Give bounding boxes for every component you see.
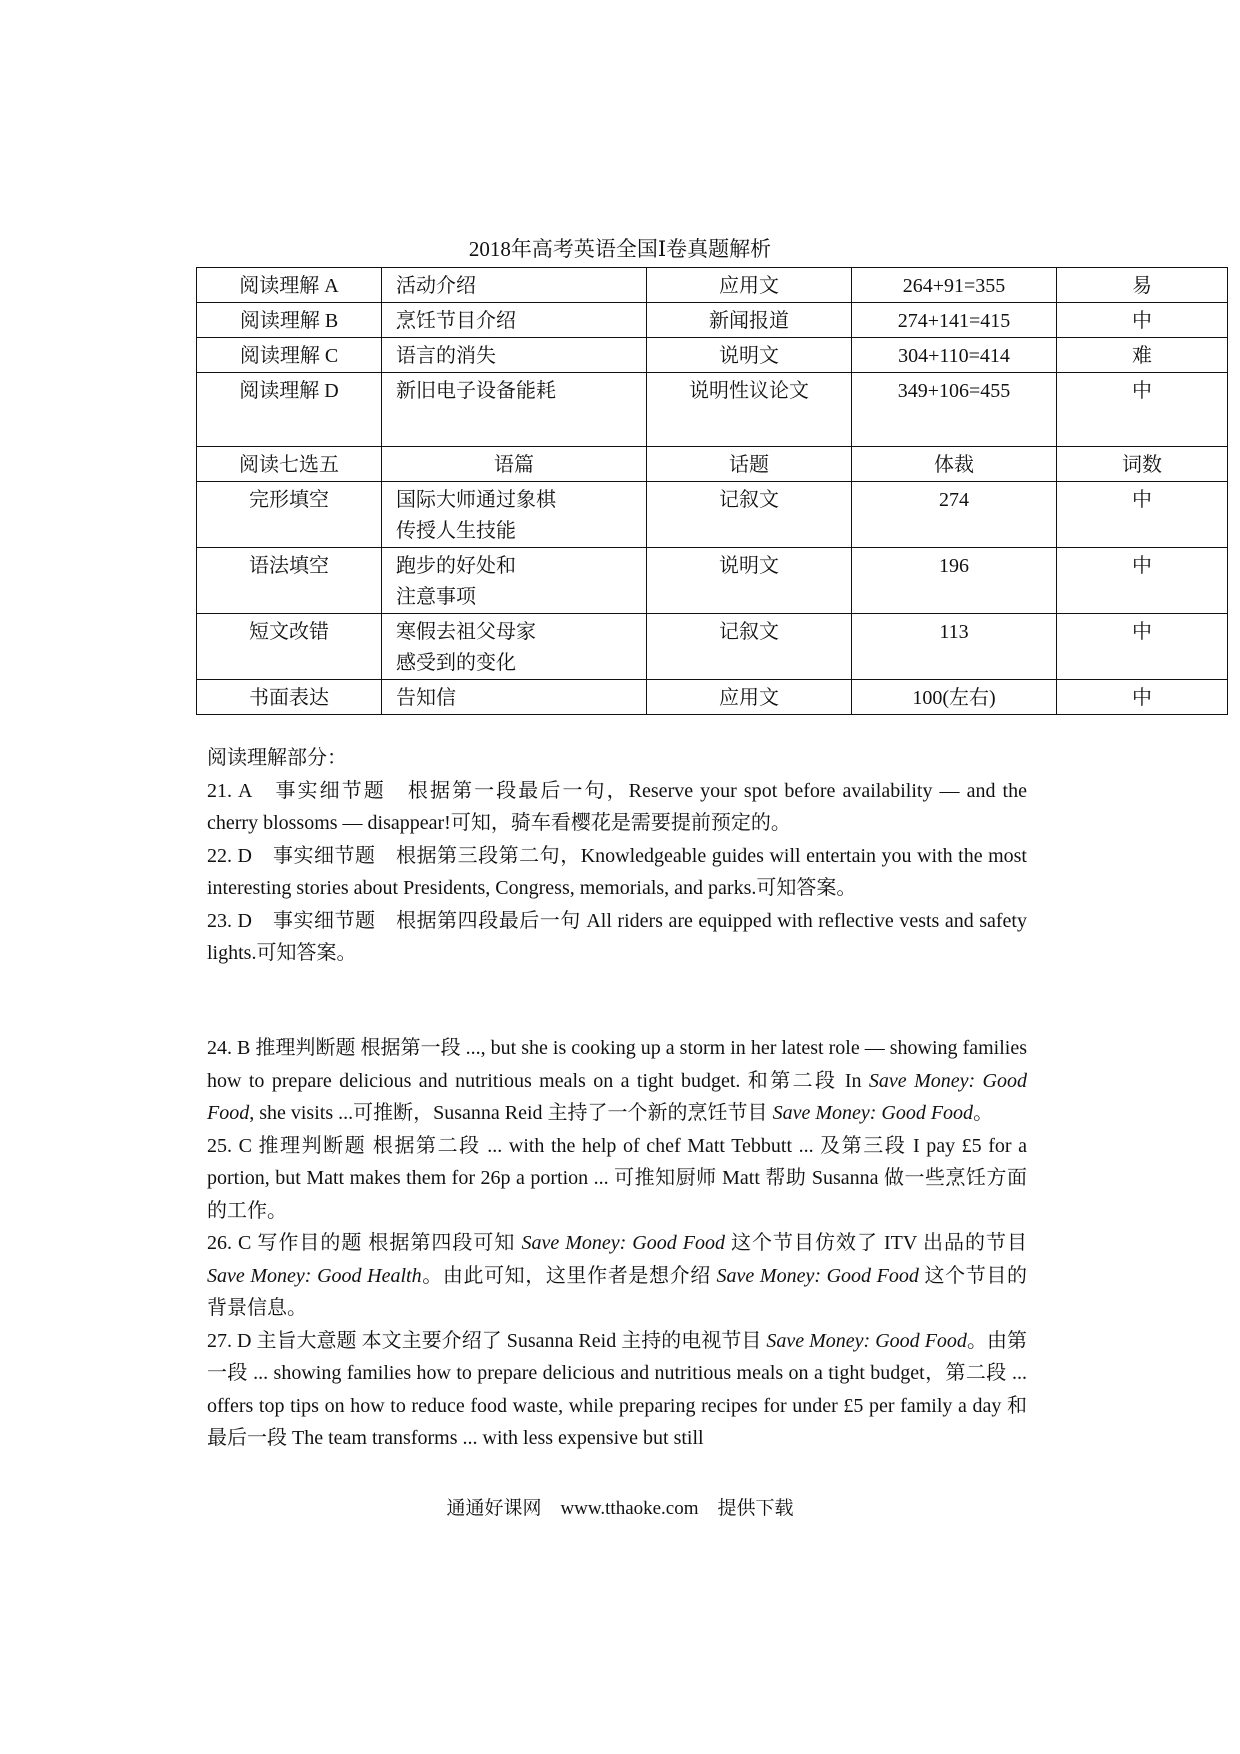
table-cell: 274+141=415	[852, 303, 1057, 338]
table-row	[197, 303, 1228, 338]
table-cell: 语法填空	[197, 548, 382, 614]
table-row	[197, 680, 1228, 715]
answer-27	[207, 1325, 1027, 1455]
table-cell: 264+91=355	[852, 268, 1057, 303]
table-cell: 跑步的好处和 注意事项	[382, 548, 647, 614]
section-heading: 阅读理解部分：	[207, 747, 347, 769]
table-cell: 274	[852, 482, 1057, 548]
table-cell: 中	[1057, 482, 1228, 548]
table-cell: 196	[852, 548, 1057, 614]
table-cell: 阅读理解 C	[197, 338, 382, 373]
table-cell: 应用文	[647, 680, 852, 715]
table-cell: 阅读七选五	[197, 447, 382, 482]
table-row	[197, 373, 1228, 447]
answer-text: 。由此可知，这里作者是想介绍	[421, 1264, 717, 1287]
table-cell: 寒假去祖父母家 感受到的变化	[382, 614, 647, 680]
table-cell: 国际大师通过象棋 传授人生技能	[382, 482, 647, 548]
table-cell: 书面表达	[197, 680, 382, 715]
answer-text: 。由第一段 ... showing families how to prepare delicious and nutritious meals on a tight budget，第二段 ... offers top tips on how to reduce food waste, while preparing recipes for under £5 per family a day 和最后一段 The team transforms ... with less expensive but still	[207, 1329, 1027, 1449]
table-row	[197, 268, 1228, 303]
page-footer: 通通好课网 www.tthaoke.com 提供下载	[446, 1498, 794, 1519]
table-row	[197, 548, 1228, 614]
table-cell: 113	[852, 614, 1057, 680]
answer-23: 23. D 事实细节题 根据第四段最后一句 All riders are equipped with reflective vests and safety lights.可知答案。	[207, 909, 1027, 964]
table-cell: 阅读理解 B	[197, 303, 382, 338]
table-cell: 349+106=455	[852, 373, 1057, 447]
table-cell: 中	[1057, 373, 1228, 447]
answer-text: 24. B 推理判断题 根据第一段 ..., but she is cooking up a storm in her latest role — showing families how to prepare delicious and nutritious meals on a tight budget. 和第二段 In	[207, 1037, 1027, 1092]
table-cell: 记叙文	[647, 482, 852, 548]
answer-text: 。	[973, 1102, 994, 1124]
answer-21: 21. A 事实细节题 根据第一段最后一句，Reserve your spot before availability — and the cherry blossoms — disappear!可知，骑车看樱花是需要提前预定的。	[207, 779, 1027, 834]
answer-26	[207, 1227, 1027, 1325]
answer-24	[207, 1032, 1027, 1130]
table-cell: 烹饪节目介绍	[382, 303, 647, 338]
answer-text: 这个节目的背景信息。	[207, 1264, 1027, 1319]
answer-text: 这个节目仿效了 ITV 出品的节目	[724, 1232, 1027, 1254]
table-cell: 中	[1057, 680, 1228, 715]
answer-text: 27. D 主旨大意题 本文主要介绍了 Susanna Reid 主持的电视节目	[207, 1329, 767, 1352]
table-cell: 阅读理解 A	[197, 268, 382, 303]
page-title: 2018年高考英语全国Ⅰ卷真题解析	[468, 237, 772, 261]
table-cell: 中	[1057, 303, 1228, 338]
answer-22: 22. D 事实细节题 根据第三段第二句，Knowledgeable guides will entertain you with the most interesting stories about Presidents, Congress, memorials, and parks.可知答案。	[207, 844, 1027, 899]
table-cell: 新闻报道	[647, 303, 852, 338]
table-row	[197, 482, 1228, 548]
table-cell: 304+110=414	[852, 338, 1057, 373]
table-cell: 应用文	[647, 268, 852, 303]
table-cell: 说明文	[647, 548, 852, 614]
table-cell: 完形填空	[197, 482, 382, 548]
show-title: Save Money: Good Food	[766, 1329, 967, 1352]
answer-25: 25. C 推理判断题 根据第二段 ... with the help of chef Matt Tebbutt ... 及第三段 I pay £5 for a portion, but Matt makes them for 26p a portion ... 可推知厨师 Matt 帮助 Susanna 做一些烹饪方面的工作。	[207, 1134, 1027, 1222]
table-cell: 新旧电子设备能耗	[382, 373, 647, 447]
table-cell: 记叙文	[647, 614, 852, 680]
answers-block-2	[207, 1032, 1027, 1455]
table-header-cell: 词数	[1057, 447, 1228, 482]
table-cell: 语言的消失	[382, 338, 647, 373]
table-cell: 活动介绍	[382, 268, 647, 303]
table-header-cell: 体裁	[852, 447, 1057, 482]
table-cell: 告知信	[382, 680, 647, 715]
table-cell: 中	[1057, 614, 1228, 680]
table-cell: 中	[1057, 548, 1228, 614]
table-cell: 100(左右)	[852, 680, 1057, 715]
show-title: Save Money: Good Food	[716, 1264, 919, 1287]
answer-text: , she visits ...可推断，Susanna Reid 主持了一个新的烹饪节目	[249, 1102, 773, 1124]
table-header-cell: 语篇	[382, 447, 647, 482]
table-cell: 难	[1057, 338, 1228, 373]
show-title: Save Money: Good Food	[772, 1102, 974, 1124]
answer-text: 26. C 写作目的题 根据第四段可知	[207, 1232, 522, 1254]
summary-table	[196, 267, 1228, 715]
table-header-row	[197, 447, 1228, 482]
table-header-cell: 话题	[647, 447, 852, 482]
table-cell: 说明性议论文	[647, 373, 852, 447]
table-row	[197, 338, 1228, 373]
show-title: Save Money: Good Health	[207, 1264, 422, 1287]
table-row	[197, 614, 1228, 680]
table-cell: 易	[1057, 268, 1228, 303]
table-cell: 说明文	[647, 338, 852, 373]
table-cell: 阅读理解 D	[197, 373, 382, 447]
answers-block-1	[207, 742, 1027, 970]
show-title: Save Money: Good Food	[521, 1232, 725, 1254]
show-title: Save Money: Good Food	[207, 1069, 1027, 1124]
table-cell: 短文改错	[197, 614, 382, 680]
